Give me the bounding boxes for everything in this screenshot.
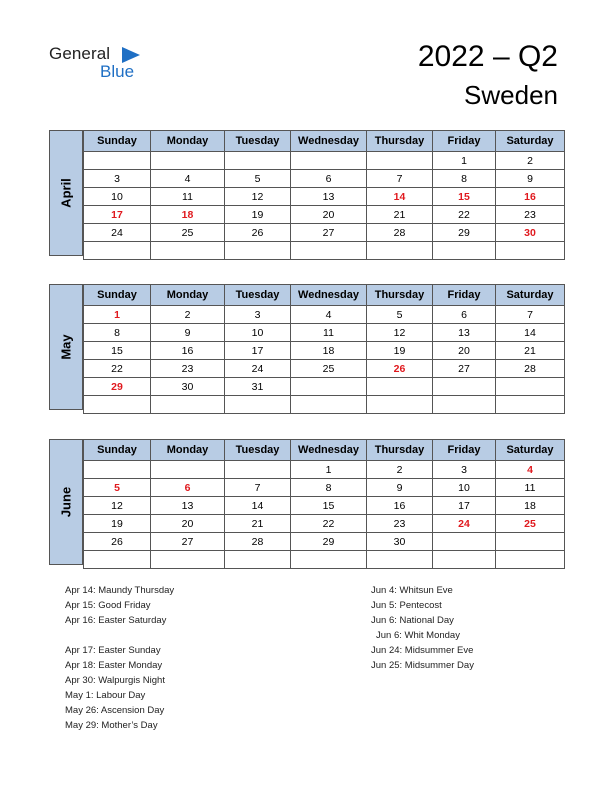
day-cell: 27: [291, 224, 367, 242]
day-cell: 6: [433, 306, 496, 324]
holiday-note: Apr 15: Good Friday: [65, 600, 151, 611]
day-cell: [367, 152, 433, 170]
day-cell: [291, 396, 367, 414]
day-cell: 22: [291, 515, 367, 533]
logo-text-general: General: [49, 44, 111, 63]
day-cell: 1: [84, 306, 151, 324]
day-cell: [367, 242, 433, 260]
day-cell: 30: [151, 378, 225, 396]
day-cell: 25: [151, 224, 225, 242]
day-cell: [225, 461, 291, 479]
day-cell: [225, 152, 291, 170]
weekday-header: Monday: [151, 440, 225, 461]
day-cell: 8: [84, 324, 151, 342]
day-cell: 15: [433, 188, 496, 206]
day-cell: 15: [291, 497, 367, 515]
holiday-note: Apr 30: Walpurgis Night: [65, 675, 165, 686]
day-cell: 10: [84, 188, 151, 206]
day-cell: 29: [291, 533, 367, 551]
holiday-note: Apr 18: Easter Monday: [65, 660, 163, 671]
day-cell: [433, 378, 496, 396]
day-cell: 25: [291, 360, 367, 378]
week-row: [84, 396, 565, 414]
day-cell: 12: [84, 497, 151, 515]
weekday-header: Thursday: [367, 285, 433, 306]
holiday-note: May 26: Ascension Day: [65, 705, 165, 716]
week-row: [84, 170, 565, 188]
day-cell: [84, 551, 151, 569]
day-cell: [291, 551, 367, 569]
day-cell: 2: [367, 461, 433, 479]
day-cell: 25: [496, 515, 565, 533]
holiday-note: May 1: Labour Day: [65, 690, 146, 701]
day-cell: 26: [367, 360, 433, 378]
day-cell: 10: [433, 479, 496, 497]
day-cell: 11: [496, 479, 565, 497]
day-cell: 5: [84, 479, 151, 497]
day-cell: 22: [84, 360, 151, 378]
month-label-cell: [49, 130, 83, 256]
month-name: April: [58, 178, 74, 208]
weekday-header: Wednesday: [291, 131, 367, 152]
day-cell: 7: [496, 306, 565, 324]
day-cell: 28: [225, 533, 291, 551]
weekday-header: Sunday: [84, 440, 151, 461]
holiday-note: Apr 16: Easter Saturday: [65, 615, 167, 626]
day-cell: 2: [496, 152, 565, 170]
weekday-header-row: [84, 440, 565, 461]
day-cell: 12: [225, 188, 291, 206]
day-cell: 24: [225, 360, 291, 378]
week-row: [84, 242, 565, 260]
day-cell: 28: [367, 224, 433, 242]
month-label-cell: [49, 284, 83, 410]
week-row: [84, 479, 565, 497]
day-cell: [225, 242, 291, 260]
day-cell: 11: [291, 324, 367, 342]
week-row: [84, 188, 565, 206]
day-cell: 30: [496, 224, 565, 242]
weekday-header: Wednesday: [291, 440, 367, 461]
day-cell: 5: [367, 306, 433, 324]
logo-triangle-icon: [122, 47, 140, 63]
day-cell: 19: [225, 206, 291, 224]
day-cell: 20: [433, 342, 496, 360]
day-cell: [433, 551, 496, 569]
weekday-header: Friday: [433, 285, 496, 306]
day-cell: 14: [225, 497, 291, 515]
day-cell: 16: [496, 188, 565, 206]
holiday-note: Jun 4: Whitsun Eve: [371, 585, 453, 596]
weekday-header: Saturday: [496, 440, 565, 461]
weekday-header: Sunday: [84, 131, 151, 152]
day-cell: [367, 378, 433, 396]
month-name: May: [58, 334, 74, 360]
day-cell: 13: [433, 324, 496, 342]
day-cell: 21: [225, 515, 291, 533]
day-cell: 19: [367, 342, 433, 360]
week-row: [84, 206, 565, 224]
holiday-note: [65, 628, 174, 643]
month-name: June: [58, 486, 74, 518]
country-title: Sweden: [464, 80, 558, 110]
day-cell: [433, 396, 496, 414]
day-cell: [151, 396, 225, 414]
day-cell: 4: [151, 170, 225, 188]
weekday-header-row: [84, 285, 565, 306]
day-cell: 11: [151, 188, 225, 206]
day-cell: [84, 461, 151, 479]
weekday-header: Tuesday: [225, 440, 291, 461]
weekday-header: Friday: [433, 440, 496, 461]
holiday-note: Jun 6: National Day: [371, 615, 454, 626]
day-cell: 6: [291, 170, 367, 188]
day-cell: [496, 396, 565, 414]
day-cell: [225, 551, 291, 569]
weekday-header: Saturday: [496, 285, 565, 306]
day-cell: 9: [367, 479, 433, 497]
day-cell: [225, 396, 291, 414]
month-table: [83, 130, 565, 260]
day-cell: [151, 242, 225, 260]
weekday-header: Saturday: [496, 131, 565, 152]
month-calendar-april: [49, 130, 564, 256]
day-cell: 29: [433, 224, 496, 242]
day-cell: 1: [433, 152, 496, 170]
holiday-note: Jun 24: Midsummer Eve: [371, 645, 474, 656]
holiday-note: Apr 14: Maundy Thursday: [65, 585, 175, 596]
week-row: [84, 378, 565, 396]
day-cell: 14: [367, 188, 433, 206]
day-cell: 19: [84, 515, 151, 533]
day-cell: [433, 533, 496, 551]
day-cell: 8: [433, 170, 496, 188]
day-cell: 31: [225, 378, 291, 396]
day-cell: 29: [84, 378, 151, 396]
day-cell: 16: [151, 342, 225, 360]
day-cell: 4: [291, 306, 367, 324]
day-cell: 16: [367, 497, 433, 515]
day-cell: 7: [225, 479, 291, 497]
day-cell: 3: [433, 461, 496, 479]
day-cell: 3: [225, 306, 291, 324]
week-row: [84, 324, 565, 342]
day-cell: 15: [84, 342, 151, 360]
holiday-note: Apr 17: Easter Sunday: [65, 645, 161, 656]
week-row: [84, 360, 565, 378]
holiday-note: Jun 6: Whit Monday: [376, 630, 460, 641]
day-cell: 6: [151, 479, 225, 497]
day-cell: 1: [291, 461, 367, 479]
day-cell: 28: [496, 360, 565, 378]
day-cell: 3: [84, 170, 151, 188]
day-cell: 23: [496, 206, 565, 224]
day-cell: [367, 396, 433, 414]
weekday-header: Tuesday: [225, 285, 291, 306]
month-table: [83, 284, 565, 414]
day-cell: 13: [151, 497, 225, 515]
day-cell: 14: [496, 324, 565, 342]
day-cell: [291, 242, 367, 260]
day-cell: 24: [433, 515, 496, 533]
day-cell: [151, 152, 225, 170]
day-cell: [291, 152, 367, 170]
day-cell: [84, 152, 151, 170]
weekday-header: Thursday: [367, 131, 433, 152]
day-cell: [84, 396, 151, 414]
day-cell: 23: [151, 360, 225, 378]
week-row: [84, 224, 565, 242]
day-cell: 2: [151, 306, 225, 324]
day-cell: 9: [496, 170, 565, 188]
day-cell: 22: [433, 206, 496, 224]
logo-text-blue: Blue: [100, 62, 135, 81]
month-calendar-may: [49, 284, 564, 410]
day-cell: 7: [367, 170, 433, 188]
month-label-cell: [49, 439, 83, 565]
day-cell: 27: [433, 360, 496, 378]
day-cell: 30: [367, 533, 433, 551]
week-row: [84, 461, 565, 479]
week-row: [84, 515, 565, 533]
day-cell: [496, 378, 565, 396]
weekday-header: Monday: [151, 285, 225, 306]
month-calendar-june: [49, 439, 564, 565]
day-cell: 23: [367, 515, 433, 533]
day-cell: 21: [367, 206, 433, 224]
day-cell: 13: [291, 188, 367, 206]
day-cell: 21: [496, 342, 565, 360]
day-cell: 18: [496, 497, 565, 515]
day-cell: 8: [291, 479, 367, 497]
day-cell: 4: [496, 461, 565, 479]
day-cell: 18: [291, 342, 367, 360]
weekday-header: Monday: [151, 131, 225, 152]
day-cell: 26: [225, 224, 291, 242]
day-cell: 10: [225, 324, 291, 342]
holiday-note: Jun 25: Midsummer Day: [371, 660, 474, 671]
day-cell: [496, 551, 565, 569]
day-cell: 20: [291, 206, 367, 224]
day-cell: 5: [225, 170, 291, 188]
day-cell: 12: [367, 324, 433, 342]
weekday-header: Sunday: [84, 285, 151, 306]
day-cell: 27: [151, 533, 225, 551]
day-cell: [496, 242, 565, 260]
weekday-header: Thursday: [367, 440, 433, 461]
weekday-header: Friday: [433, 131, 496, 152]
day-cell: 17: [433, 497, 496, 515]
day-cell: [291, 378, 367, 396]
holiday-notes-right: [371, 583, 474, 673]
page-title: 2022 – Q2: [417, 40, 558, 73]
holiday-note: Jun 5: Pentecost: [371, 600, 442, 611]
weekday-header: Wednesday: [291, 285, 367, 306]
logo: [49, 44, 149, 84]
day-cell: [151, 551, 225, 569]
weekday-header-row: [84, 131, 565, 152]
day-cell: [433, 242, 496, 260]
day-cell: 26: [84, 533, 151, 551]
week-row: [84, 497, 565, 515]
holiday-notes-left: [65, 583, 174, 733]
day-cell: 9: [151, 324, 225, 342]
day-cell: [367, 551, 433, 569]
week-row: [84, 152, 565, 170]
week-row: [84, 342, 565, 360]
weekday-header: Tuesday: [225, 131, 291, 152]
week-row: [84, 306, 565, 324]
day-cell: 24: [84, 224, 151, 242]
day-cell: 17: [225, 342, 291, 360]
week-row: [84, 551, 565, 569]
holiday-note: May 29: Mother’s Day: [65, 720, 158, 731]
day-cell: 20: [151, 515, 225, 533]
day-cell: [496, 533, 565, 551]
day-cell: 17: [84, 206, 151, 224]
day-cell: 18: [151, 206, 225, 224]
day-cell: [151, 461, 225, 479]
day-cell: [84, 242, 151, 260]
week-row: [84, 533, 565, 551]
month-table: [83, 439, 565, 569]
